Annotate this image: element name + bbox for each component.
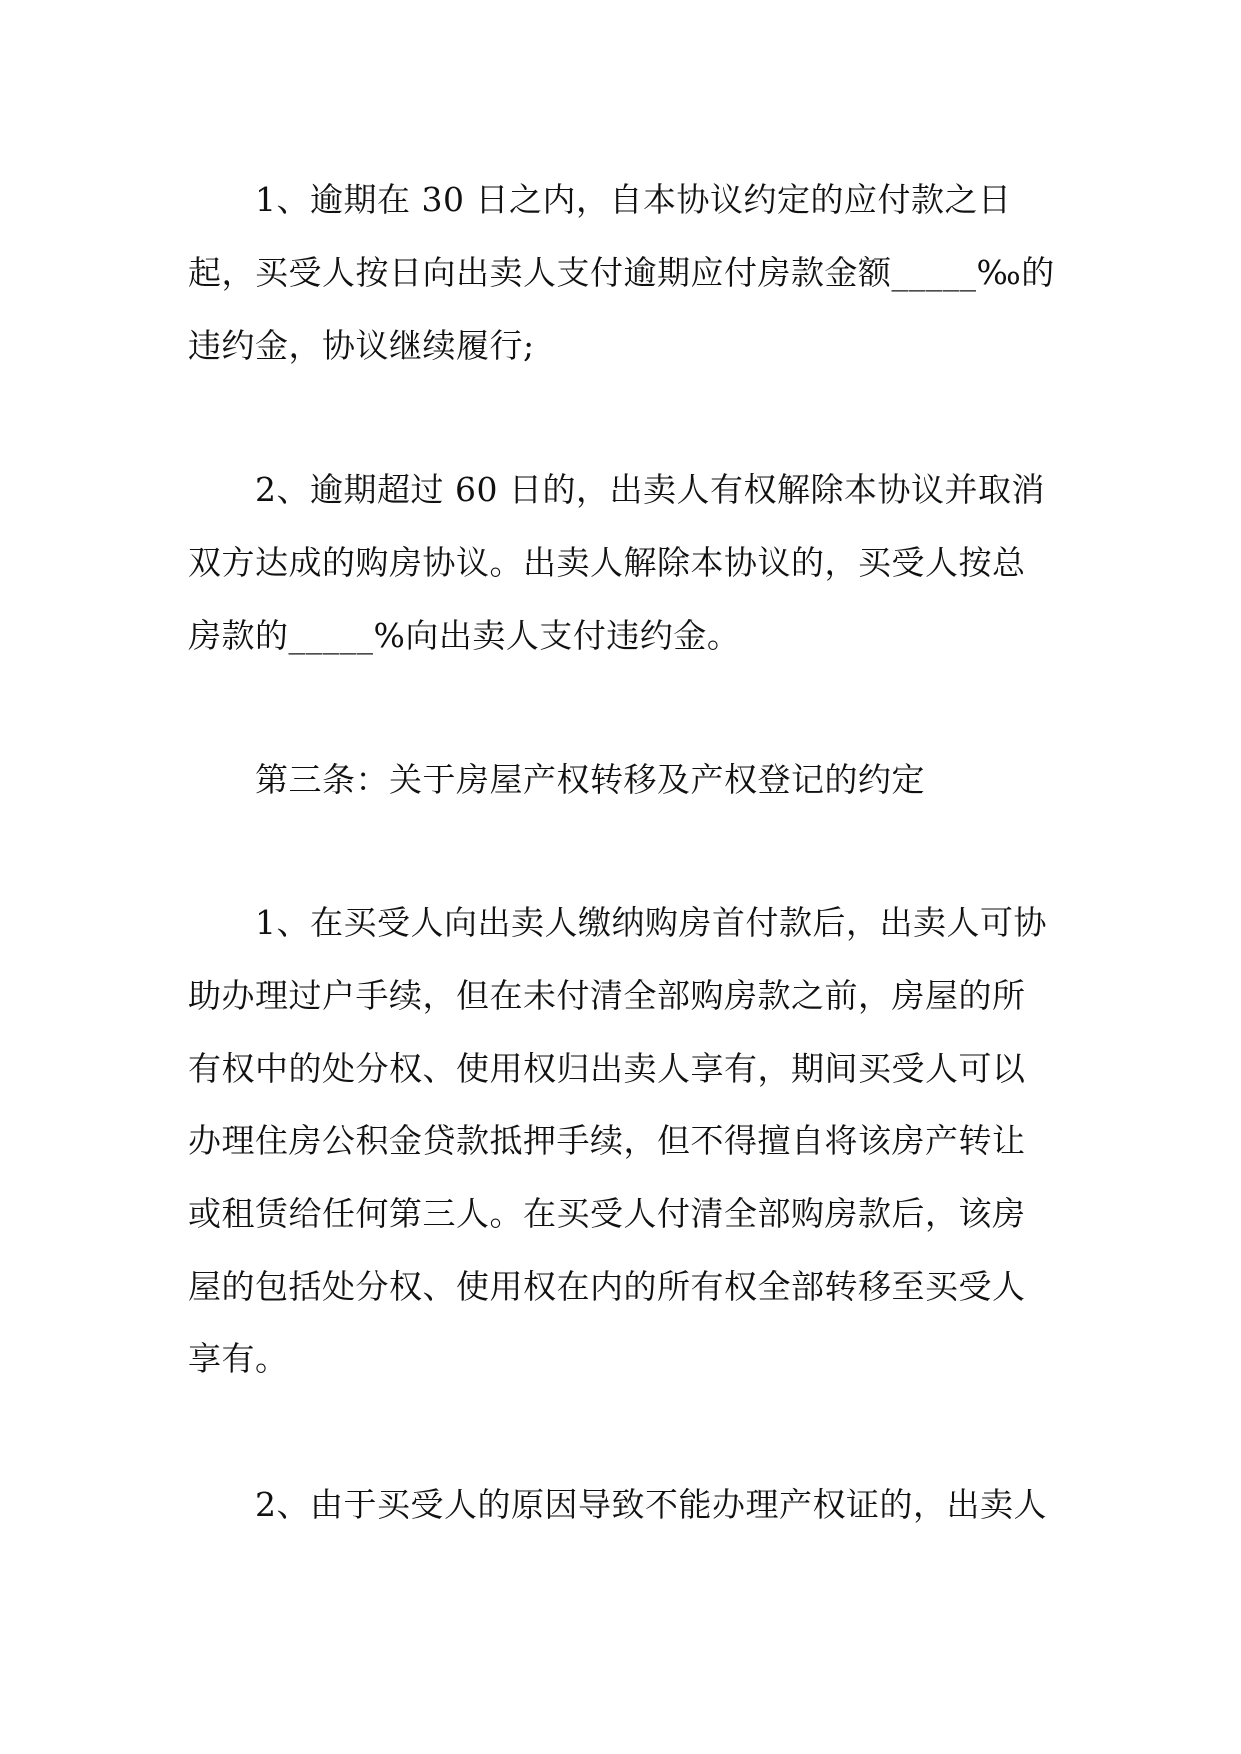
- paragraph-line: 或租赁给任何第三人。在买受人付清全部购房款后，该房: [188, 1194, 1026, 1233]
- paragraph-line: 屋的包括处分权、使用权在内的所有权全部转移至买受人: [188, 1267, 1026, 1306]
- paragraph-line: 1、逾期在 30 日之内，自本协议约定的应付款之日: [255, 180, 1012, 219]
- paragraph-line: 2、由于买受人的原因导致不能办理产权证的，出卖人: [255, 1485, 1047, 1524]
- paragraph-line: 起，买受人按日向出卖人支付逾期应付房款金额_____‰的: [188, 253, 1055, 292]
- paragraph-line: 2、逾期超过 60 日的，出卖人有权解除本协议并取消: [255, 470, 1045, 509]
- paragraph-line: 有权中的处分权、使用权归出卖人享有，期间买受人可以: [188, 1049, 1026, 1088]
- paragraph-line: 双方达成的购房协议。出卖人解除本协议的，买受人按总: [188, 543, 1026, 582]
- paragraph-line: 享有。: [188, 1339, 289, 1378]
- paragraph-line: 违约金，协议继续履行;: [188, 326, 535, 365]
- paragraph-line: 助办理过户手续，但在未付清全部购房款之前，房屋的所: [188, 976, 1026, 1015]
- paragraph-line: 房款的_____%向出卖人支付违约金。: [188, 616, 741, 655]
- section-heading: 第三条：关于房屋产权转移及产权登记的约定: [255, 760, 925, 799]
- paragraph-line: 1、在买受人向出卖人缴纳购房首付款后，出卖人可协: [255, 903, 1047, 942]
- paragraph-line: 办理住房公积金贷款抵押手续，但不得擅自将该房产转让: [188, 1121, 1026, 1160]
